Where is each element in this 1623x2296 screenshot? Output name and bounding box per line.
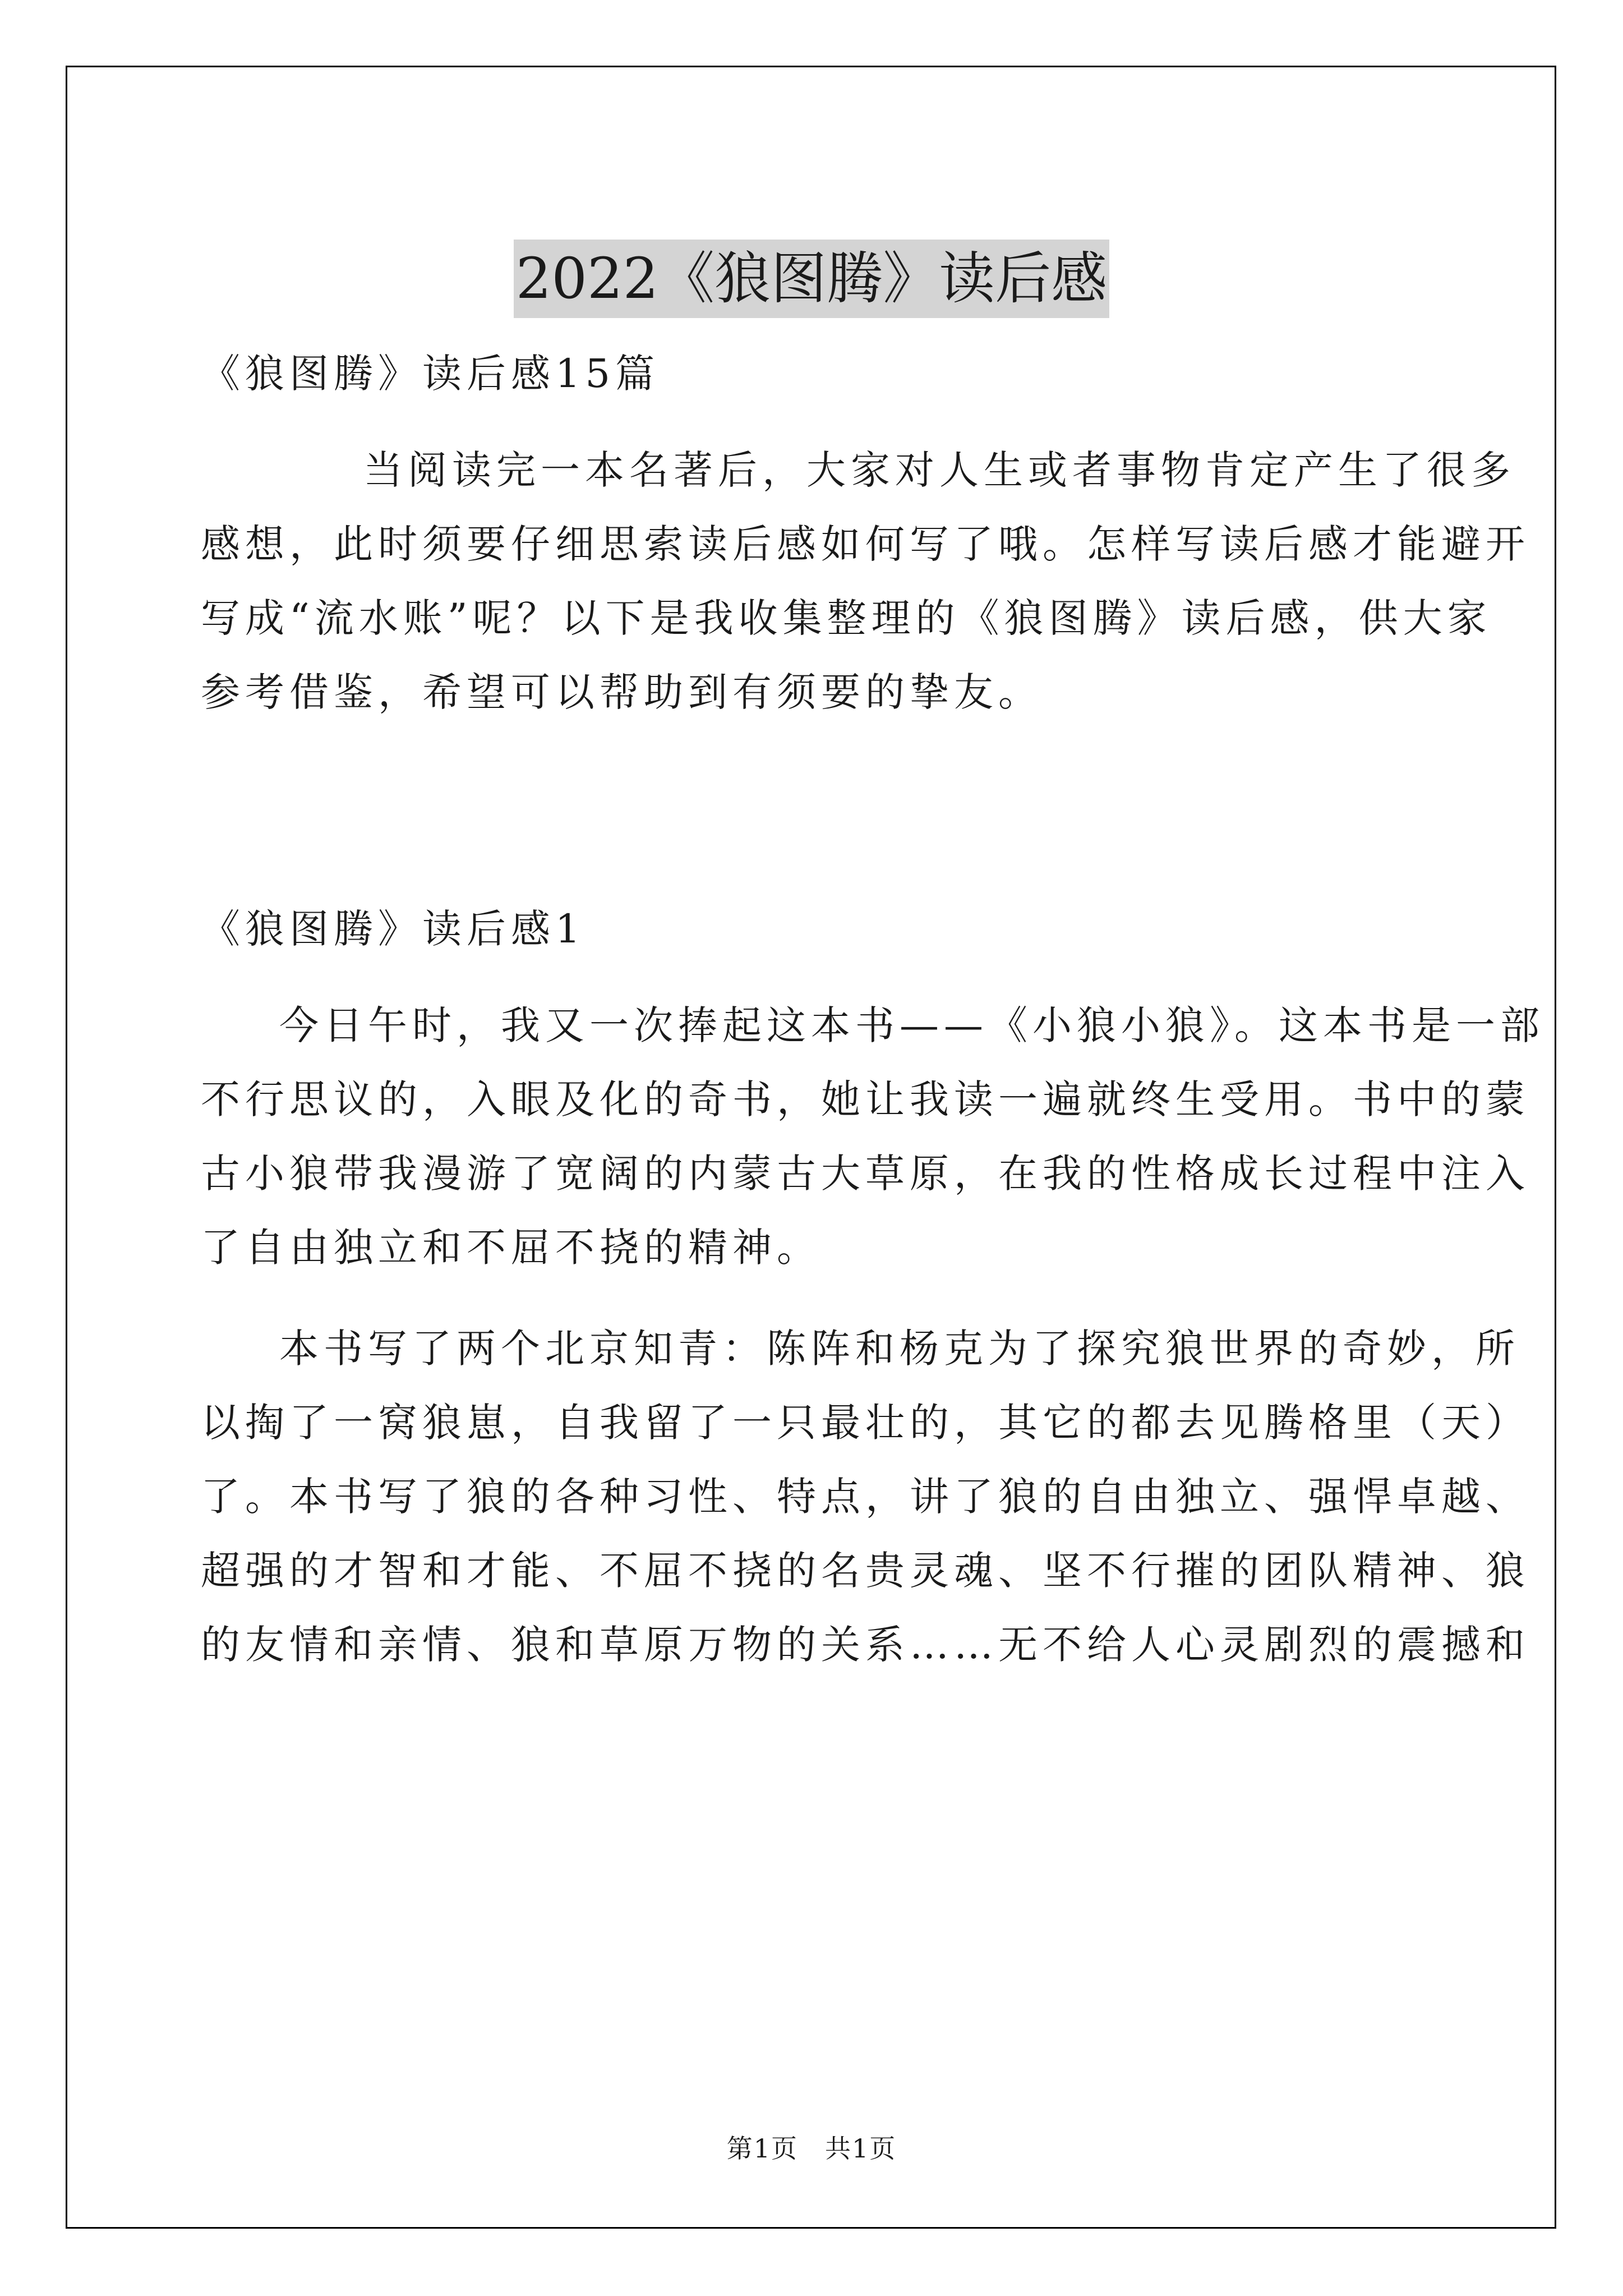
document-subtitle: 《狼图腾》读后感15篇: [201, 351, 660, 397]
page-footer: [0, 2132, 1623, 2165]
paragraph-line: 了自由独立和不屈不挠的精神。: [201, 1225, 821, 1271]
paragraph-2: [201, 1312, 1530, 1682]
section-heading: 《狼图腾》读后感1: [201, 906, 585, 952]
intro-line: 感想，此时须要仔细思索读后感如何写了哦。怎样写读后感才能避开: [201, 521, 1530, 567]
page-number: 第1页 共1页: [726, 2133, 897, 2164]
paragraph-line: 的友情和亲情、狼和草原万物的关系……无不给人心灵剧烈的震撼和: [201, 1622, 1530, 1668]
intro-line: 当阅读完一本名著后，大家对人生或者事物肯定产生了很多: [363, 447, 1515, 493]
intro-line: 参考借鉴，希望可以帮助到有须要的挚友。: [201, 669, 1043, 715]
paragraph-1: [201, 988, 1544, 1285]
paragraph-line: 不行思议的，入眼及化的奇书，她让我读一遍就终生受用。书中的蒙: [201, 1076, 1530, 1122]
paragraph-line: 古小狼带我漫游了宽阔的内蒙古大草原，在我的性格成长过程中注入: [201, 1151, 1530, 1197]
intro-paragraph: [201, 433, 1530, 729]
paragraph-line: 超强的才智和才能、不屈不挠的名贵灵魂、坚不行摧的团队精神、狼: [201, 1548, 1530, 1594]
document-title: 2022《狼图腾》读后感: [514, 240, 1110, 318]
paragraph-line: 本书写了两个北京知青：陈阵和杨克为了探究狼世界的奇妙，所: [279, 1326, 1520, 1372]
document-body: [201, 337, 1544, 1682]
paragraph-line: 以掏了一窝狼崽，自我留了一只最壮的，其它的都去见腾格里（天）: [201, 1400, 1530, 1446]
title-container: [0, 202, 1623, 356]
paragraph-line: 今日午时，我又一次捧起这本书——《小狼小狼》。这本书是一部: [279, 1002, 1544, 1048]
intro-line: 写成“流水账”呢？以下是我收集整理的《狼图腾》读后感，供大家: [201, 595, 1492, 641]
paragraph-line: 了。本书写了狼的各种习性、特点，讲了狼的自由独立、强悍卓越、: [201, 1474, 1530, 1520]
